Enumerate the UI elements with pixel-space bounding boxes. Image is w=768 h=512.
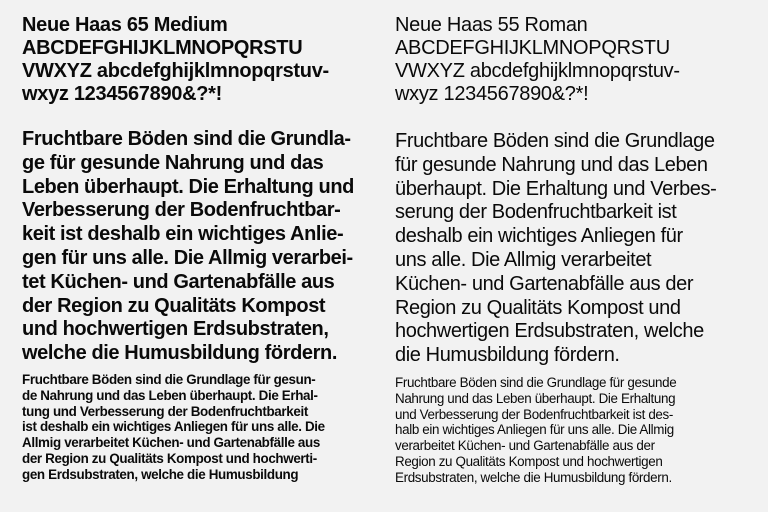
paragraph-line: gen Erdsubstraten, welche die Humusbildung xyxy=(22,466,299,482)
roman-small-paragraph xyxy=(395,375,676,486)
paragraph-line: und hochwertigen Erdsubstraten, xyxy=(22,318,329,341)
paragraph-line: ge für gesunde Nahrung und das xyxy=(22,151,324,174)
paragraph-line: halb ein wichtiges Anliegen für uns alle. Die Allmig xyxy=(395,422,674,438)
paragraph-line: de Nahrung und das Leben überhaupt. Die Erhal- xyxy=(22,387,318,403)
paragraph-line: serung der Bodenfruchtbarkeit ist xyxy=(395,201,677,224)
paragraph-line: Region zu Qualitäts Kompost und xyxy=(395,296,681,319)
paragraph-line: überhaupt. Die Erhaltung und Verbes- xyxy=(395,177,717,200)
paragraph-line: verarbeitet Küchen- und Gartenabfälle aus der xyxy=(395,438,655,454)
paragraph-line: Leben überhaupt. Die Erhaltung und xyxy=(22,175,354,198)
medium-small-paragraph xyxy=(22,372,325,483)
paragraph-line: Küchen- und Gartenabfälle aus der xyxy=(395,272,694,295)
medium-specimen-title: Neue Haas 65 Medium xyxy=(22,14,228,36)
paragraph-line: tung und Verbesserung der Bodenfruchtbarkeit xyxy=(22,403,308,419)
roman-specimen-title: Neue Haas 55 Roman xyxy=(395,14,588,36)
paragraph-line: Nahrung und das Leben überhaupt. Die Erhaltung xyxy=(395,390,676,406)
roman-specimen xyxy=(395,14,680,106)
paragraph-line: Verbesserung der Bodenfruchtbar- xyxy=(22,199,341,222)
roman-specimen-line: ABCDEFGHIJKLMNOPQRSTU xyxy=(395,37,670,59)
medium-specimen-line: VWXYZ abcdefghijklmnopqrstuv- xyxy=(22,60,329,82)
paragraph-line: die Humusbildung fördern. xyxy=(395,344,620,367)
medium-large-paragraph xyxy=(22,128,354,366)
paragraph-line: Fruchtbare Böden sind die Grundlage xyxy=(395,130,715,152)
paragraph-line: Fruchtbare Böden sind die Grundlage für gesun- xyxy=(22,372,316,387)
paragraph-line: Allmig verarbeitet Küchen- und Gartenabfälle aus xyxy=(22,435,320,451)
paragraph-line: Fruchtbare Böden sind die Grundla- xyxy=(22,128,351,150)
paragraph-line: Fruchtbare Böden sind die Grundlage für gesunde xyxy=(395,375,677,390)
paragraph-line: für gesunde Nahrung und das Leben xyxy=(395,153,708,176)
paragraph-line: Region zu Qualitäts Kompost und hochwertigen xyxy=(395,453,663,469)
paragraph-line: keit ist deshalb ein wichtiges Anlie- xyxy=(22,223,344,246)
medium-specimen-line: wxyz 1234567890&?*! xyxy=(22,83,222,105)
roman-large-paragraph xyxy=(395,130,716,368)
paragraph-line: und Verbesserung der Bodenfruchtbarkeit ist des- xyxy=(395,406,673,422)
paragraph-line: welche die Humusbildung fördern. xyxy=(22,342,338,365)
paragraph-line: uns alle. Die Allmig verarbeitet xyxy=(395,248,652,271)
paragraph-line: der Region zu Qualitäts Kompost xyxy=(22,294,326,317)
medium-specimen-line: ABCDEFGHIJKLMNOPQRSTU xyxy=(22,37,303,59)
medium-specimen xyxy=(22,14,329,106)
paragraph-line: ist deshalb ein wichtiges Anliegen für uns alle. Die xyxy=(22,419,325,435)
paragraph-line: gen für uns alle. Die Allmig verarbei- xyxy=(22,246,353,269)
paragraph-line: der Region zu Qualitäts Kompost und hochwerti- xyxy=(22,450,317,466)
paragraph-line: tet Küchen- und Gartenabfälle aus xyxy=(22,270,335,293)
roman-specimen-line: wxyz 1234567890&?*! xyxy=(395,83,589,105)
paragraph-line: Erdsubstraten, welche die Humusbildung fördern. xyxy=(395,469,672,485)
paragraph-line: deshalb ein wichtiges Anliegen für xyxy=(395,225,683,248)
paragraph-line: hochwertigen Erdsubstraten, welche xyxy=(395,320,704,343)
roman-specimen-line: VWXYZ abcdefghijklmnopqrstuv- xyxy=(395,60,680,82)
